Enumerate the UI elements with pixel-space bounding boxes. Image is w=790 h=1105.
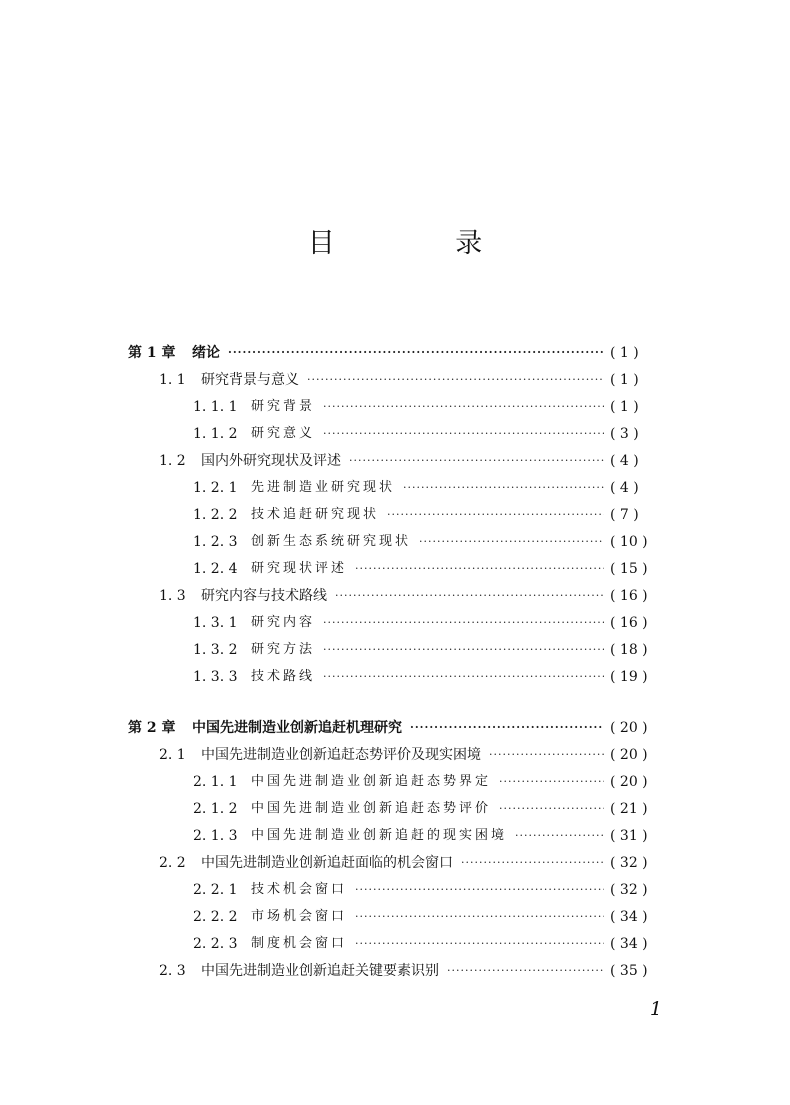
toc-entry-number: 1. 1: [159, 372, 186, 388]
toc-entry-page: ( 15 ): [610, 561, 648, 577]
page-title: 目 录: [307, 228, 539, 259]
toc-entry[interactable]: [159, 853, 662, 873]
toc-entry-number: 第 2 章: [128, 720, 176, 736]
dot-leader: [323, 667, 604, 687]
toc-entry-title: 先进制造业研究现状: [251, 480, 396, 495]
toc-entry-title: 国内外研究现状及评述: [201, 453, 341, 469]
toc-entry-page: ( 20 ): [610, 747, 648, 763]
toc-entry-page: ( 1 ): [610, 399, 639, 415]
toc-entry-page: ( 34 ): [610, 936, 648, 952]
dot-leader: [410, 718, 604, 738]
toc-entry[interactable]: [193, 613, 662, 633]
toc-entry-number: 2. 2. 2: [193, 909, 238, 925]
toc-entry-page: ( 32 ): [610, 882, 648, 898]
toc-entry-title: 研究方法: [251, 642, 316, 657]
toc-entry[interactable]: [193, 799, 662, 819]
dot-leader: [335, 586, 604, 606]
toc-entry-title: 中国先进制造业创新追赶机理研究: [192, 720, 402, 736]
toc-entry-number: 2. 3: [159, 963, 186, 979]
toc-entry-page: ( 34 ): [610, 909, 648, 925]
toc-entry[interactable]: [193, 559, 662, 579]
toc-entry[interactable]: [159, 370, 662, 390]
toc-entry-number: 1. 2: [159, 453, 186, 469]
dot-leader: [419, 532, 604, 552]
dot-leader: [499, 772, 604, 792]
toc-entry-page: ( 1 ): [610, 345, 639, 361]
dot-leader: [323, 424, 604, 444]
toc-entry-page: ( 35 ): [610, 963, 648, 979]
toc-entry[interactable]: [193, 907, 662, 927]
toc-entry-title: 技术追赶研究现状: [251, 507, 380, 522]
toc-entry-page: ( 10 ): [610, 534, 648, 550]
toc-entry-title: 绪论: [192, 345, 220, 361]
toc-entry[interactable]: [193, 826, 662, 846]
toc-entry-number: 1. 2. 1: [193, 480, 238, 496]
toc-entry-number: 1. 2. 3: [193, 534, 238, 550]
toc-entry[interactable]: [193, 640, 662, 660]
toc-entry-number: 1. 3. 2: [193, 642, 238, 658]
toc-entry-title: 中国先进制造业创新追赶面临的机会窗口: [201, 855, 453, 871]
toc-entry[interactable]: [193, 397, 662, 417]
toc-entry[interactable]: [159, 745, 662, 765]
toc-entry-title: 研究背景与意义: [201, 372, 299, 388]
dot-leader: [307, 370, 604, 390]
toc-entry-title: 制度机会窗口: [251, 936, 348, 951]
toc-entry-page: ( 4 ): [610, 480, 639, 496]
toc-entry-number: 1. 2. 4: [193, 561, 238, 577]
toc-entry-page: ( 20 ): [610, 774, 648, 790]
dot-leader: [323, 613, 604, 633]
dot-leader: [355, 559, 604, 579]
toc-entry-number: 2. 2: [159, 855, 186, 871]
toc-entry-title: 中国先进制造业创新追赶的现实困境: [251, 828, 508, 843]
toc-entry-title: 技术路线: [251, 669, 316, 684]
dot-leader: [489, 745, 604, 765]
toc-entry-number: 1. 3: [159, 588, 186, 604]
page-number: 1: [649, 998, 662, 1020]
toc-entry-number: 2. 1. 3: [193, 828, 238, 844]
toc-entry-number: 1. 1. 1: [193, 399, 238, 415]
toc-entry-number: 1. 3. 1: [193, 615, 238, 631]
toc-entry-page: ( 20 ): [610, 720, 648, 736]
toc-entry-number: 1. 1. 2: [193, 426, 238, 442]
dot-leader: [228, 343, 604, 363]
toc-entry-title: 技术机会窗口: [251, 882, 348, 897]
toc-entry-number: 2. 1: [159, 747, 186, 763]
toc-entry-title: 中国先进制造业创新追赶态势评价: [251, 801, 492, 816]
toc-entry-number: 第 1 章: [128, 345, 176, 361]
toc-entry-page: ( 16 ): [610, 615, 648, 631]
toc-entry-page: ( 32 ): [610, 855, 648, 871]
toc-entry-number: 2. 2. 1: [193, 882, 238, 898]
toc-entry-number: 1. 2. 2: [193, 507, 238, 523]
dot-leader: [387, 505, 604, 525]
dot-leader: [515, 826, 604, 846]
dot-leader: [349, 451, 604, 471]
toc-entry-title: 中国先进制造业创新追赶态势评价及现实困境: [201, 747, 481, 763]
toc-entry-page: ( 31 ): [610, 828, 648, 844]
dot-leader: [461, 853, 604, 873]
toc-entry-title: 中国先进制造业创新追赶态势界定: [251, 774, 492, 789]
toc-entry-number: 2. 1. 2: [193, 801, 238, 817]
dot-leader: [323, 640, 604, 660]
toc-entry[interactable]: [193, 667, 662, 687]
toc-entry[interactable]: [193, 934, 662, 954]
toc-entry-page: ( 16 ): [610, 588, 648, 604]
dot-leader: [355, 934, 604, 954]
toc-entry-number: 2. 2. 3: [193, 936, 238, 952]
toc-entry-title: 中国先进制造业创新追赶关键要素识别: [201, 963, 439, 979]
toc-entry[interactable]: [193, 424, 662, 444]
dot-leader: [355, 880, 604, 900]
dot-leader: [355, 907, 604, 927]
toc-entry[interactable]: [159, 586, 662, 606]
toc-entry-page: ( 21 ): [610, 801, 648, 817]
toc-entry-page: ( 3 ): [610, 426, 639, 442]
dot-leader: [323, 397, 604, 417]
toc-entry-title: 研究内容与技术路线: [201, 588, 327, 604]
toc-entry[interactable]: [159, 961, 662, 981]
toc-entry-number: 1. 3. 3: [193, 669, 238, 685]
toc-entry-title: 市场机会窗口: [251, 909, 348, 924]
toc-entry-title: 研究内容: [251, 615, 316, 630]
dot-leader: [499, 799, 604, 819]
toc-entry-title: 研究背景: [251, 399, 316, 414]
toc-entry[interactable]: [128, 718, 662, 738]
dot-leader: [403, 478, 604, 498]
toc-entry-page: ( 1 ): [610, 372, 639, 388]
toc-entry-number: 2. 1. 1: [193, 774, 238, 790]
toc-entry-page: ( 7 ): [610, 507, 639, 523]
toc-entry[interactable]: [193, 880, 662, 900]
toc-entry[interactable]: [193, 532, 662, 552]
toc-entry-page: ( 18 ): [610, 642, 648, 658]
dot-leader: [447, 961, 604, 981]
toc-entry[interactable]: [193, 772, 662, 792]
toc-entry-title: 研究意义: [251, 426, 316, 441]
toc-entry-title: 创新生态系统研究现状: [251, 534, 412, 549]
toc-entry-page: ( 4 ): [610, 453, 639, 469]
toc-entry-page: ( 19 ): [610, 669, 648, 685]
toc-entry-title: 研究现状评述: [251, 561, 348, 576]
toc-entry[interactable]: [193, 505, 662, 525]
toc-entry[interactable]: [159, 451, 662, 471]
toc-entry[interactable]: [193, 478, 662, 498]
toc-entry[interactable]: [128, 343, 662, 363]
